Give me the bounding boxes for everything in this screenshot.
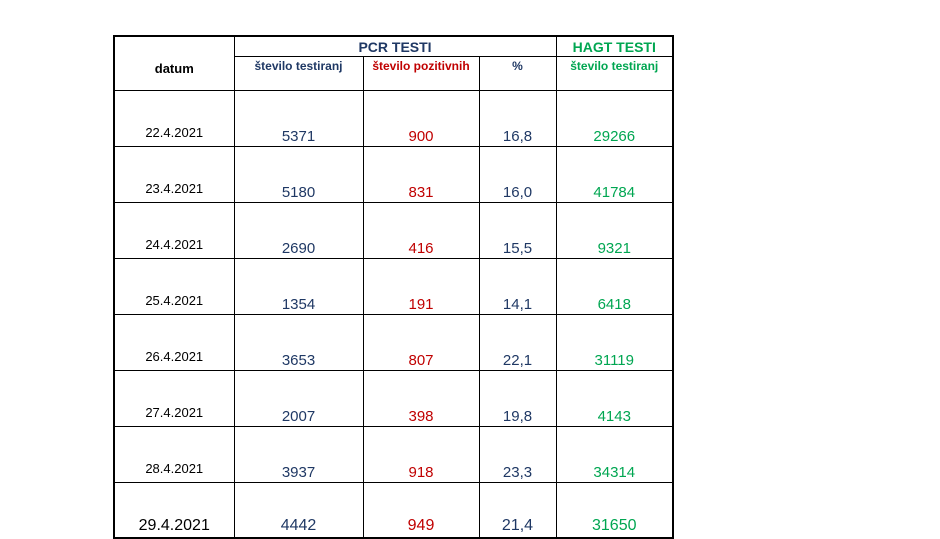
cell-date: 28.4.2021 xyxy=(114,427,234,483)
table-row xyxy=(114,259,673,315)
cell-hagt-tested: 29266 xyxy=(556,91,673,147)
header-group-row xyxy=(114,36,673,57)
cell-hagt-tested: 31119 xyxy=(556,315,673,371)
cell-hagt-tested: 4143 xyxy=(556,371,673,427)
cell-date: 29.4.2021 xyxy=(114,483,234,539)
table-row xyxy=(114,147,673,203)
cell-pcr-positive: 949 xyxy=(363,483,479,539)
cell-date: 22.4.2021 xyxy=(114,91,234,147)
table-row xyxy=(114,371,673,427)
cell-pcr-positive: 807 xyxy=(363,315,479,371)
cell-pcr-tested: 2690 xyxy=(234,203,363,259)
cell-pcr-positive: 918 xyxy=(363,427,479,483)
cell-hagt-tested: 9321 xyxy=(556,203,673,259)
cell-pcr-tested: 5180 xyxy=(234,147,363,203)
header-pcr-percent: % xyxy=(479,57,556,91)
header-datum: datum xyxy=(114,36,234,91)
cell-hagt-tested: 41784 xyxy=(556,147,673,203)
table-row xyxy=(114,91,673,147)
cell-pcr-positive: 416 xyxy=(363,203,479,259)
cell-pcr-tested: 4442 xyxy=(234,483,363,539)
table-row xyxy=(114,315,673,371)
cell-pcr-tested: 3937 xyxy=(234,427,363,483)
table-row xyxy=(114,427,673,483)
cell-percent: 14,1 xyxy=(479,259,556,315)
cell-date: 24.4.2021 xyxy=(114,203,234,259)
cell-percent: 21,4 xyxy=(479,483,556,539)
cell-pcr-tested: 3653 xyxy=(234,315,363,371)
cell-pcr-tested: 5371 xyxy=(234,91,363,147)
cell-pcr-tested: 1354 xyxy=(234,259,363,315)
cell-date: 26.4.2021 xyxy=(114,315,234,371)
table-body xyxy=(114,91,673,539)
cell-date: 25.4.2021 xyxy=(114,259,234,315)
cell-percent: 23,3 xyxy=(479,427,556,483)
header-hagt-tested: število testiranj xyxy=(556,57,673,91)
testing-table xyxy=(113,35,674,539)
cell-pcr-positive: 831 xyxy=(363,147,479,203)
cell-date: 27.4.2021 xyxy=(114,371,234,427)
cell-pcr-positive: 900 xyxy=(363,91,479,147)
cell-hagt-tested: 6418 xyxy=(556,259,673,315)
cell-percent: 16,0 xyxy=(479,147,556,203)
table-row xyxy=(114,483,673,539)
cell-pcr-positive: 191 xyxy=(363,259,479,315)
header-pcr-tested: število testiranj xyxy=(234,57,363,91)
cell-hagt-tested: 31650 xyxy=(556,483,673,539)
header-pcr-group: PCR TESTI xyxy=(234,36,556,57)
cell-date: 23.4.2021 xyxy=(114,147,234,203)
cell-pcr-tested: 2007 xyxy=(234,371,363,427)
cell-hagt-tested: 34314 xyxy=(556,427,673,483)
cell-percent: 22,1 xyxy=(479,315,556,371)
cell-percent: 15,5 xyxy=(479,203,556,259)
cell-percent: 19,8 xyxy=(479,371,556,427)
header-pcr-positive: število pozitivnih xyxy=(363,57,479,91)
table-row xyxy=(114,203,673,259)
header-hagt-group: HAGT TESTI xyxy=(556,36,673,57)
cell-percent: 16,8 xyxy=(479,91,556,147)
cell-pcr-positive: 398 xyxy=(363,371,479,427)
